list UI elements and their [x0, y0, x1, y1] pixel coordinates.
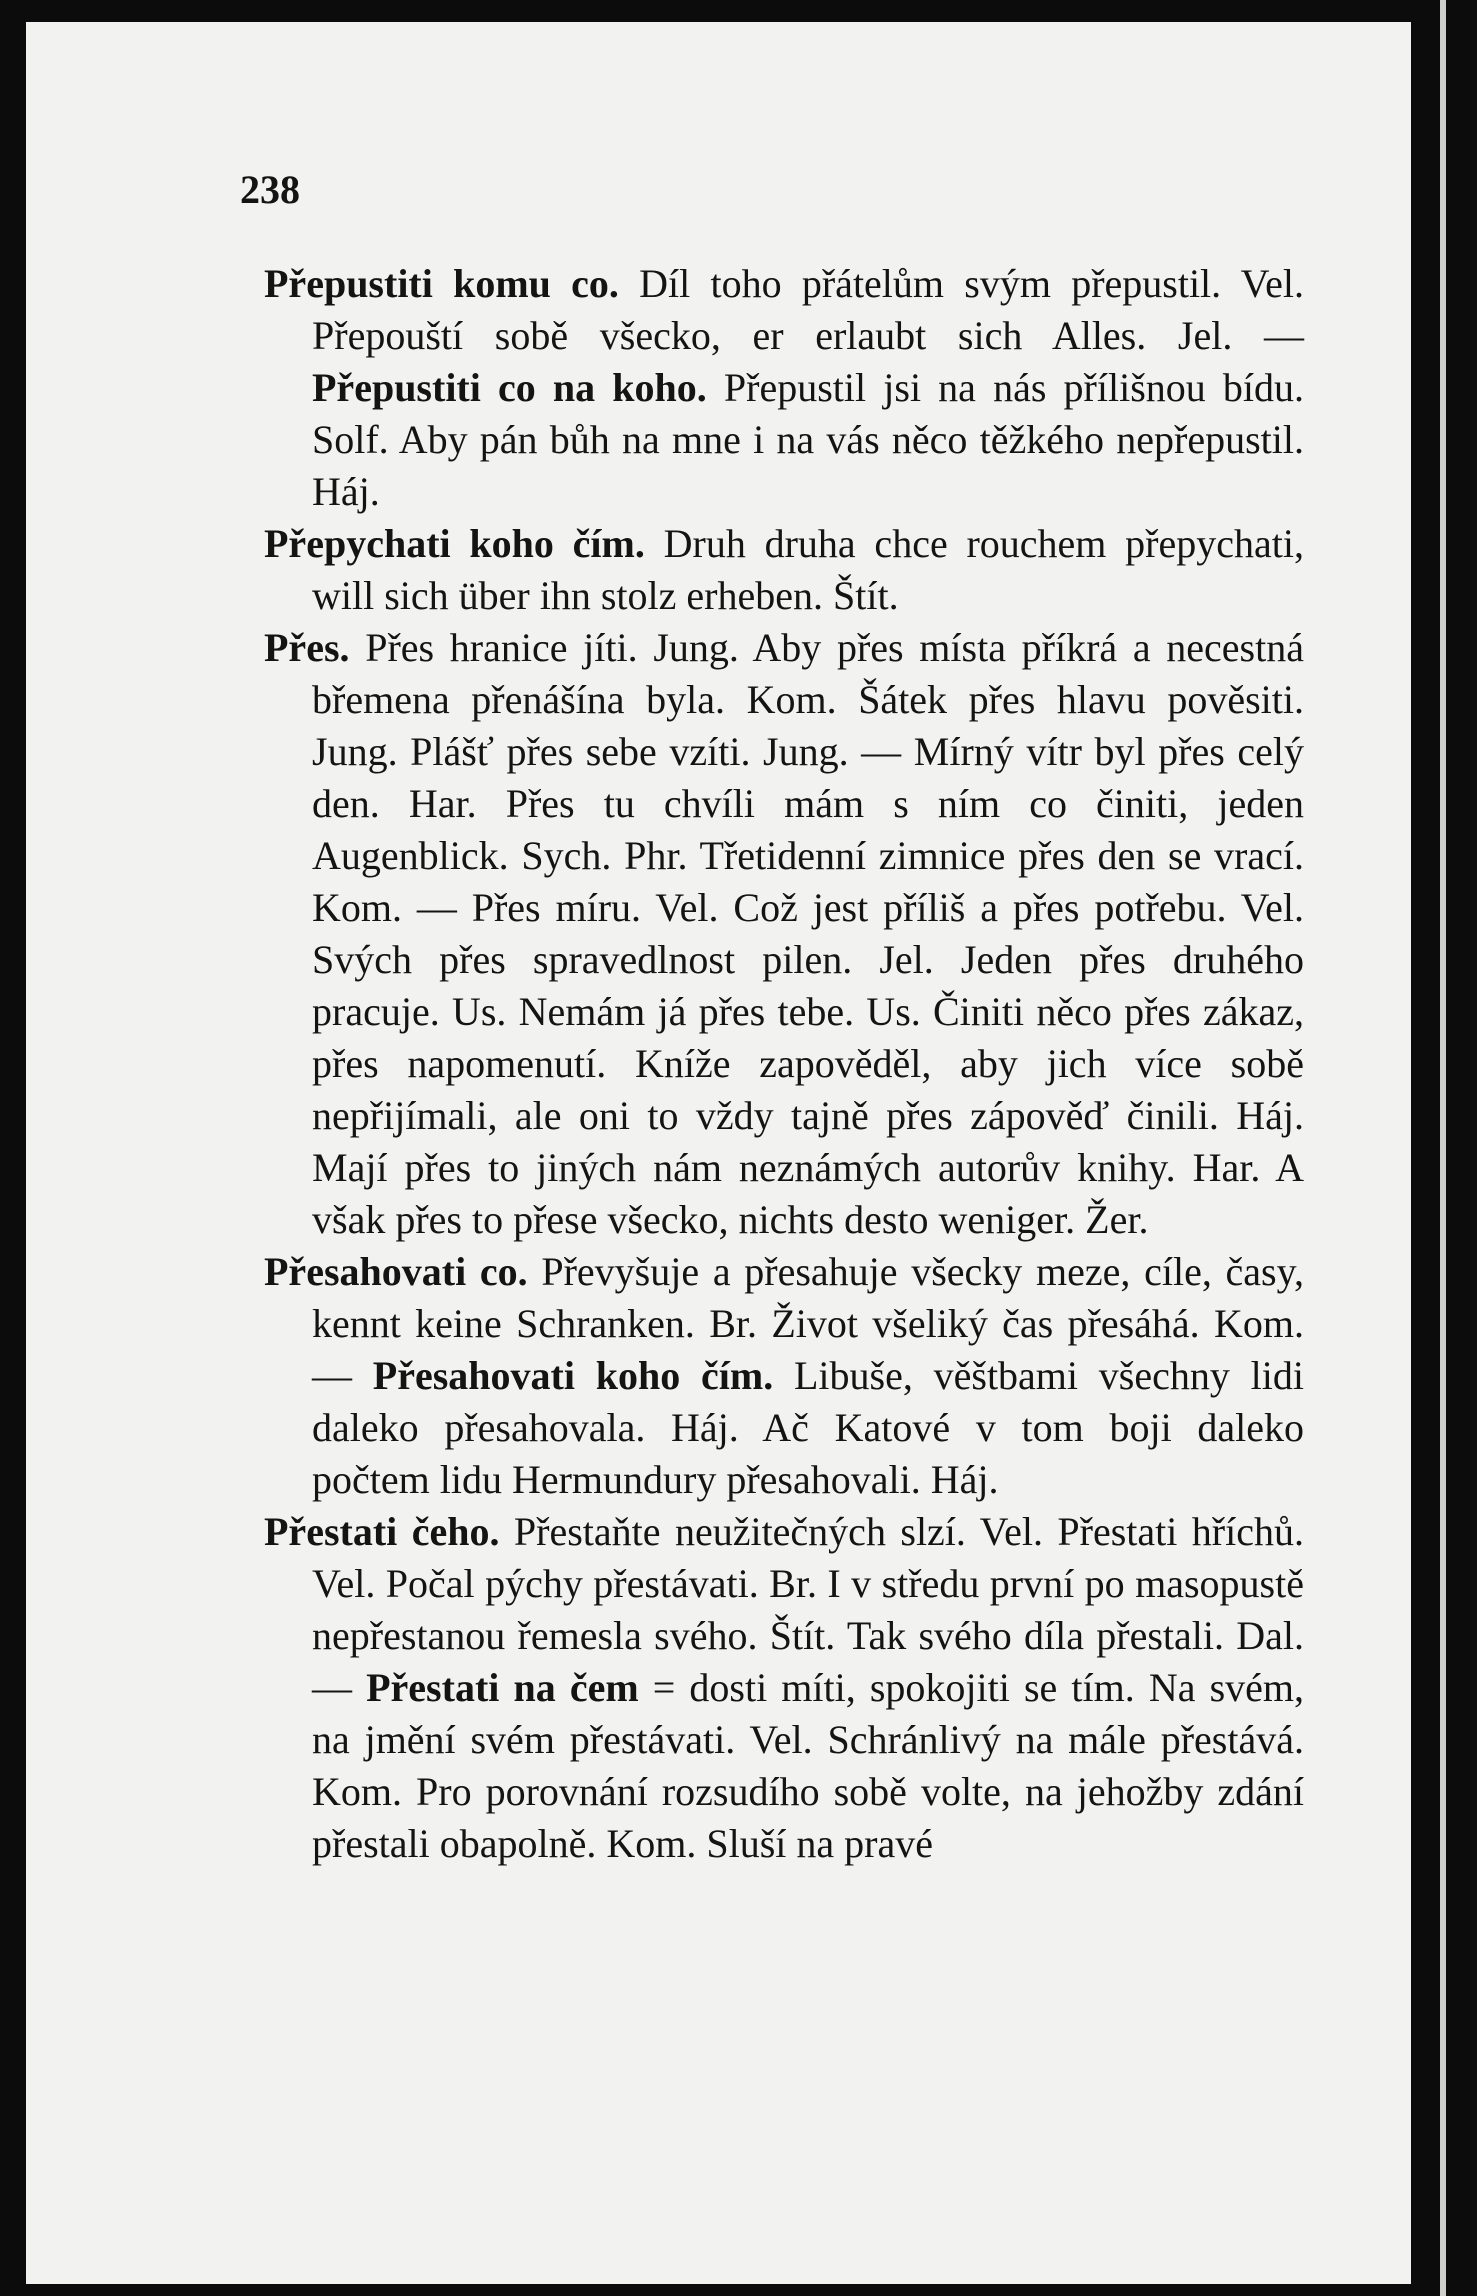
- entry-text: = dosti míti, spokojiti se tím. Na svém, na jmění svém přestávati. Vel. Schránlivý na mále přestává. Kom. Pro porovnání rozsudího sobě volte, na jehožby zdání přestali obapolně. Kom. Sluší na pravé: [312, 1665, 1305, 1866]
- book-page: [26, 22, 1411, 2284]
- entry-headword: Přepustiti komu co.: [264, 261, 619, 306]
- entry-headword: Přesahovati koho čím.: [372, 1353, 774, 1398]
- entry-headword: Přestati čeho.: [264, 1509, 500, 1554]
- dictionary-entry: [264, 622, 1304, 1246]
- dictionary-entry: [264, 1506, 1304, 1870]
- entry-text: Přepustil jsi na nás přílišnou bídu. Solf. Aby pán bůh na mne i na vás něco těžkého nepřepustil. Háj.: [312, 365, 1305, 514]
- entry-text: Libuše, věštbami všechny lidi daleko přesahovala. Háj. Ač Katové v tom boji daleko počtem lidu Hermundury přesahovali. Háj.: [312, 1353, 1304, 1502]
- page-number: 238: [240, 167, 300, 212]
- dictionary-entry: [264, 258, 1304, 518]
- entry-headword: Přestati na čem: [366, 1665, 639, 1710]
- binding-fold-line: [1440, 0, 1446, 2296]
- entry-text: Přes hranice jíti. Jung. Aby přes místa příkrá a necestná břemena přenášína byla. Kom. Šátek přes hlavu pověsiti. Jung. Plášť přes sebe vzíti. Jung. — Mírný vítr byl přes celý den. Har. Přes tu chvíli mám s ním co činiti, jeden Augenblick. Sych. Phr. Třetidenní zimnice přes den se vrací. Kom. — Přes míru. Vel. Což jest příliš a přes potřebu. Vel. Svých přes spravedlnost pilen. Jel. Jeden přes druhého pracuje. Us. Nemám já přes tebe. Us. Činiti něco přes zákaz, přes napomenutí. Kníže zapověděl, aby jich více sobě nepřijímali, ale oni to vždy tajně přes zápověď činili. Háj. Mají přes to jiných nám neznámých autorův knihy. Har. A však přes to přese všecko, nichts desto weniger. Žer.: [312, 625, 1304, 1242]
- entry-text: Přestaňte neužitečných slzí. Vel. Přestati hříchů. Vel. Počal pýchy přestávati. Br. I v středu první po masopustě nepřestanou řemesla svého. Štít. Tak svého díla přestali. Dal. —: [312, 1509, 1304, 1710]
- dictionary-entry: [264, 518, 1304, 622]
- dictionary-text-column: [264, 258, 1304, 1870]
- entry-text: Převyšuje a přesahuje všecky meze, cíle, časy, kennt keine Schranken. Br. Život všeliký čas přesáhá. Kom. —: [312, 1249, 1304, 1398]
- entry-headword: Přepychati koho čím.: [264, 521, 645, 566]
- entry-headword: Přepustiti co na koho.: [312, 365, 707, 410]
- entry-headword: Přes.: [264, 625, 350, 670]
- entry-text: Druh druha chce rouchem přepychati, will sich über ihn stolz erheben. Štít.: [312, 521, 1304, 618]
- entry-text: Díl toho přátelům svým přepustil. Vel. Přepouští sobě všecko, er erlaubt sich Alles. Jel. —: [312, 261, 1305, 358]
- dictionary-entry: [264, 1246, 1304, 1506]
- entry-headword: Přesahovati co.: [264, 1249, 528, 1294]
